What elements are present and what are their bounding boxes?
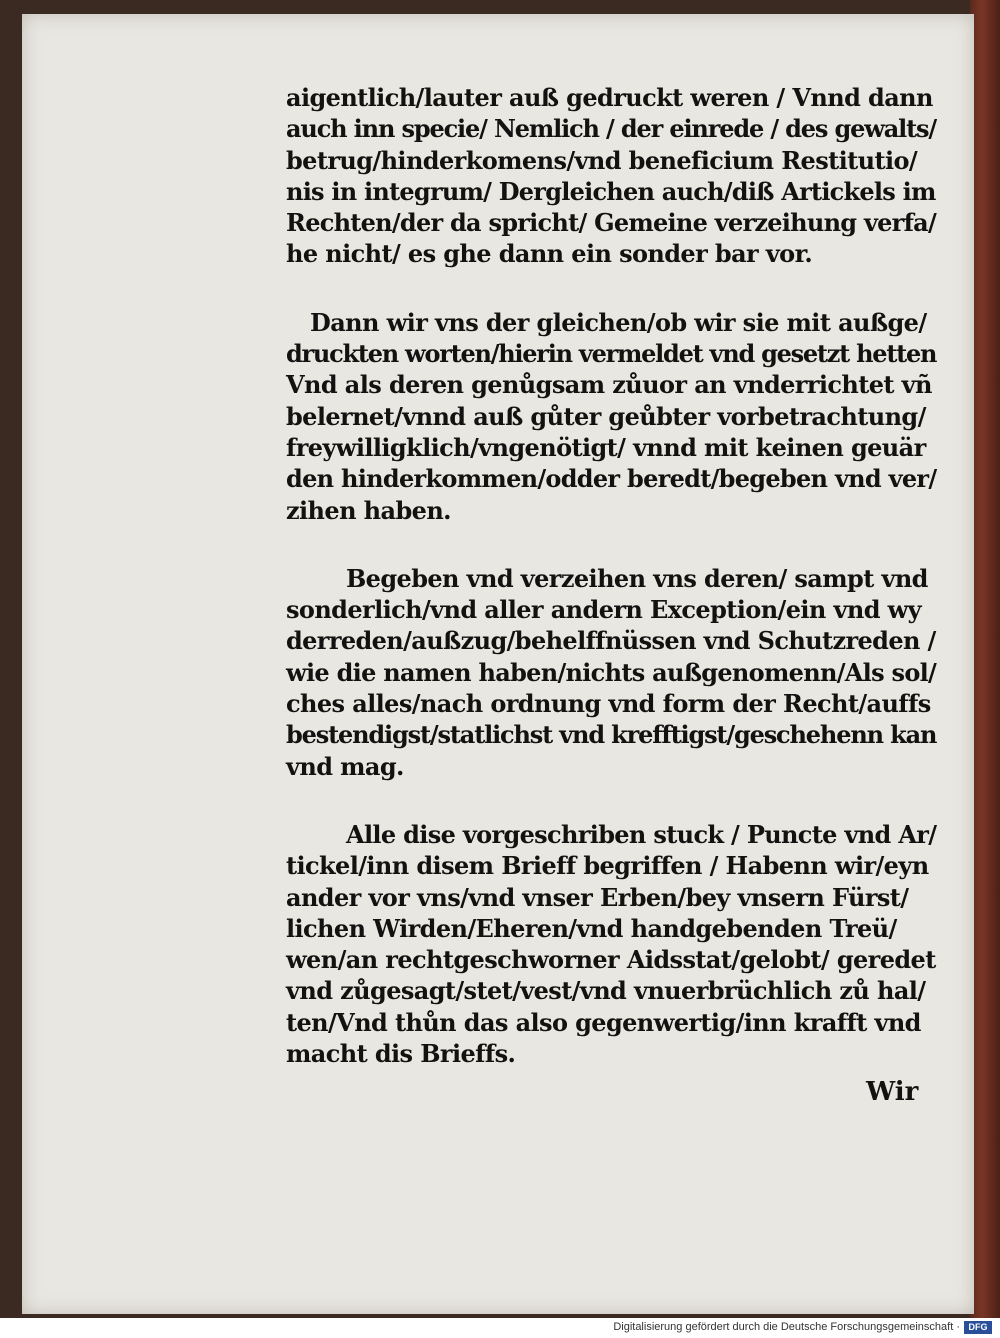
book-spine xyxy=(970,0,1000,1318)
paragraph-3 xyxy=(286,563,936,782)
paragraph-gap xyxy=(286,526,936,563)
text-line: vnd mag. xyxy=(286,751,404,781)
digitization-credit: Digitalisierung gefördert durch die Deutsche Forschungsgemeinschaft · xyxy=(613,1321,960,1333)
text-line: he nicht/ es ghe dann ein sonder bar vor. xyxy=(286,239,813,269)
text-line: wie die namen haben/nichts außgenomenn/Als sol/ xyxy=(286,657,937,687)
text-line: ander vor vns/vnd vnser Erben/bey vnsern Fürst/ xyxy=(286,882,909,912)
text-line: macht dis Brieffs. xyxy=(286,1039,516,1069)
paragraph-1 xyxy=(286,82,936,270)
text-line: Begeben vnd verzeihen vns deren/ sampt vnd xyxy=(346,563,928,593)
text-line: zihen haben. xyxy=(286,495,451,525)
page-text xyxy=(286,82,936,1069)
text-line: den hinderkommen/odder beredt/begeben vnd ver/ xyxy=(286,464,937,494)
footer-bar xyxy=(0,1318,1000,1338)
text-line: bestendigst/statlichst vnd krefftigst/geschehenn kan xyxy=(286,720,937,750)
catchword: Wir xyxy=(866,1077,919,1107)
text-line: sonderlich/vnd aller andern Exception/ein vnd wy xyxy=(286,595,922,625)
text-line: ches alles/nach ordnung vnd form der Recht/auffs xyxy=(286,689,931,719)
text-line: lichen Wirden/Eheren/vnd handgebenden Treü/ xyxy=(286,913,897,943)
text-line: derreden/außzug/behelffnüssen vnd Schutzreden / xyxy=(286,626,936,656)
paragraph-2 xyxy=(286,307,936,526)
text-line: druckten worten/hierin vermeldet vnd gesetzt hetten xyxy=(286,339,937,369)
text-line: belernet/vnnd auß gůter geůbter vorbetrachtung/ xyxy=(286,401,926,431)
text-line: nis in integrum/ Dergleichen auch/diß Artickels im xyxy=(286,176,936,206)
text-line: aigentlich/lauter auß gedruckt weren / Vnnd dann xyxy=(286,83,933,112)
text-line: Alle dise vorgeschriben stuck / Puncte vnd Ar/ xyxy=(346,819,937,849)
dfg-logo: DFG xyxy=(964,1321,992,1334)
text-line: ten/Vnd thůn das also gegenwertig/inn krafft vnd xyxy=(286,1007,921,1037)
text-line: Dann wir vns der gleichen/ob wir sie mit außge/ xyxy=(310,307,927,337)
text-line: auch inn specie/ Nemlich / der einrede / des gewalts/ xyxy=(286,114,937,144)
text-line: vnd zůgesagt/stet/vest/vnd vnuerbrüchlich zů hal/ xyxy=(286,976,926,1006)
paragraph-gap xyxy=(286,782,936,819)
text-line: freywilligklich/vngenötigt/ vnnd mit keinen geuär xyxy=(286,432,926,462)
text-line: tickel/inn disem Brieff begriffen / Habenn wir/eyn xyxy=(286,851,929,881)
text-line: Vnd als deren genůgsam zůuor an vnderrichtet vñ xyxy=(286,370,932,400)
paragraph-4 xyxy=(286,819,936,1069)
text-line: betrug/hinderkomens/vnd beneficium Restitutio/ xyxy=(286,145,918,175)
text-line: Rechten/der da spricht/ Gemeine verzeihung verfa/ xyxy=(286,208,936,238)
paragraph-gap xyxy=(286,270,936,307)
text-line: wen/an rechtgeschworner Aidsstat/gelobt/ geredet xyxy=(286,945,936,975)
